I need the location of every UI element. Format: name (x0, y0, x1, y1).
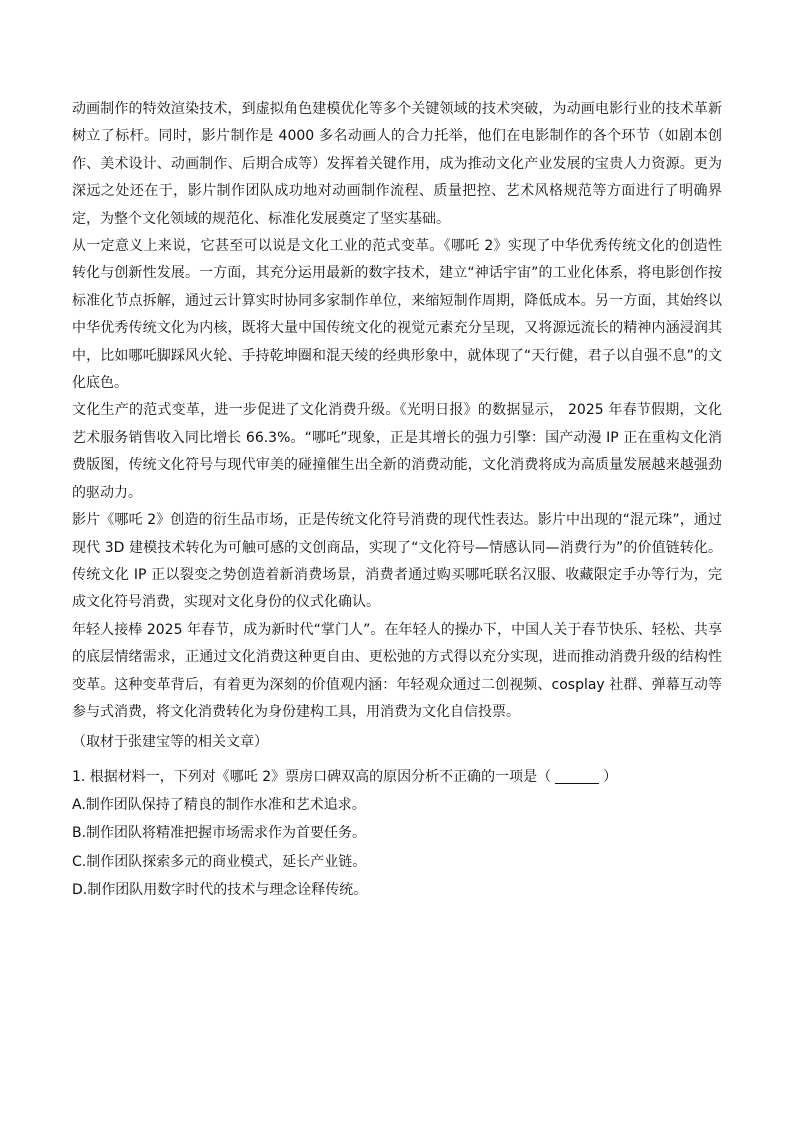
question-1 (72, 763, 722, 905)
document-page (72, 96, 722, 905)
paragraph-5: 年轻人接棒 2025 年春节，成为新时代“掌门人”。在年轻人的操办下，中国人关于春节快乐、轻松、共享的底层情绪需求，正通过文化消费这种更自由、更松弛的方式得以充分实现，进而推动消费升级的结构性变革。这种变革背后，有着更为深刻的价值观内涵：年轻观众通过二创视频、cosplay 社群、弹幕互动等参与式消费，将文化消费转化为身份建构工具，用消费为文化自信投票。 (72, 621, 722, 720)
option-c[interactable]: C.制作团队探索多元的商业模式，延长产业链。 (72, 853, 367, 870)
paragraph-3: 文化生产的范式变革，进一步促进了文化消费升级。《光明日报》的数据显示， 2025 年春节假期，文化艺术服务销售收入同比增长 66.3%。“哪吒”现象，正是其增长的强力引擎：国产动漫 IP 正在重构文化消费版图，传统文化符号与现代审美的碰撞催生出全新的消费动能，文化消费将成为高质量发展越来越强劲的驱动力。 (72, 402, 722, 501)
option-a[interactable]: A.制作团队保持了精良的制作水准和艺术追求。 (72, 796, 366, 813)
question-stem (72, 763, 722, 791)
paragraph-1: 动画制作的特效渲染技术，到虚拟角色建模优化等多个关键领域的技术突破，为动画电影行业的技术革新树立了标杆。同时，影片制作是 4000 多名动画人的合力托举，他们在电影制作的各个环节（如剧本创作、美术设计、动画制作、后期合成等）发挥着关键作用，成为推动文化产业发展的宝贵人力资源。更为深远之处还在于，影片制作团队成功地对动画制作流程、质量把控、艺术风格规范等方面进行了明确界定，为整个文化领域的规范化、标准化发展奠定了坚实基础。 (72, 101, 722, 227)
option-d[interactable]: D.制作团队用数字时代的技术与理念诠释传统。 (72, 882, 368, 899)
source-note: （取材于张建宝等的相关文章） (72, 734, 268, 751)
question-stem-close: ） (603, 768, 618, 785)
option-b[interactable]: B.制作团队将精准把握市场需求作为首要任务。 (72, 825, 367, 842)
answer-blank[interactable] (555, 768, 599, 784)
paragraph-4: 影片《哪吒 2》创造的衍生品市场，正是传统文化符号消费的现代性表达。影片中出现的“混元珠”，通过现代 3D 建模技术转化为可触可感的文创商品，实现了“文化符号—情感认同—消费行为”的价值链转化。传统文化 IP 正以裂变之势创造着新消费场景，消费者通过购买哪吒联名汉服、收藏限定手办等行为，完成文化符号消费，实现对文化身份的仪式化确认。 (72, 512, 722, 611)
paragraph-2: 从一定意义上来说，它甚至可以说是文化工业的范式变革。《哪吒 2》实现了中华优秀传统文化的创造性转化与创新性发展。一方面，其充分运用最新的数字技术，建立“神话宇宙”的工业化体系，将电影创作按标准化节点拆解，通过云计算实时协同多家制作单位，来缩短制作周期，降低成本。另一方面，其始终以中华优秀传统文化为内核，既将大量中国传统文化的视觉元素充分呈现，又将源远流长的精神内涵浸润其中，比如哪吒脚踩风火轮、手持乾坤圈和混天绫的经典形象中，就体现了“天行健，君子以自强不息”的文化底色。 (72, 238, 722, 392)
question-stem-text: 1. 根据材料一，下列对《哪吒 2》票房口碑双高的原因分析不正确的一项是（ (72, 768, 552, 785)
